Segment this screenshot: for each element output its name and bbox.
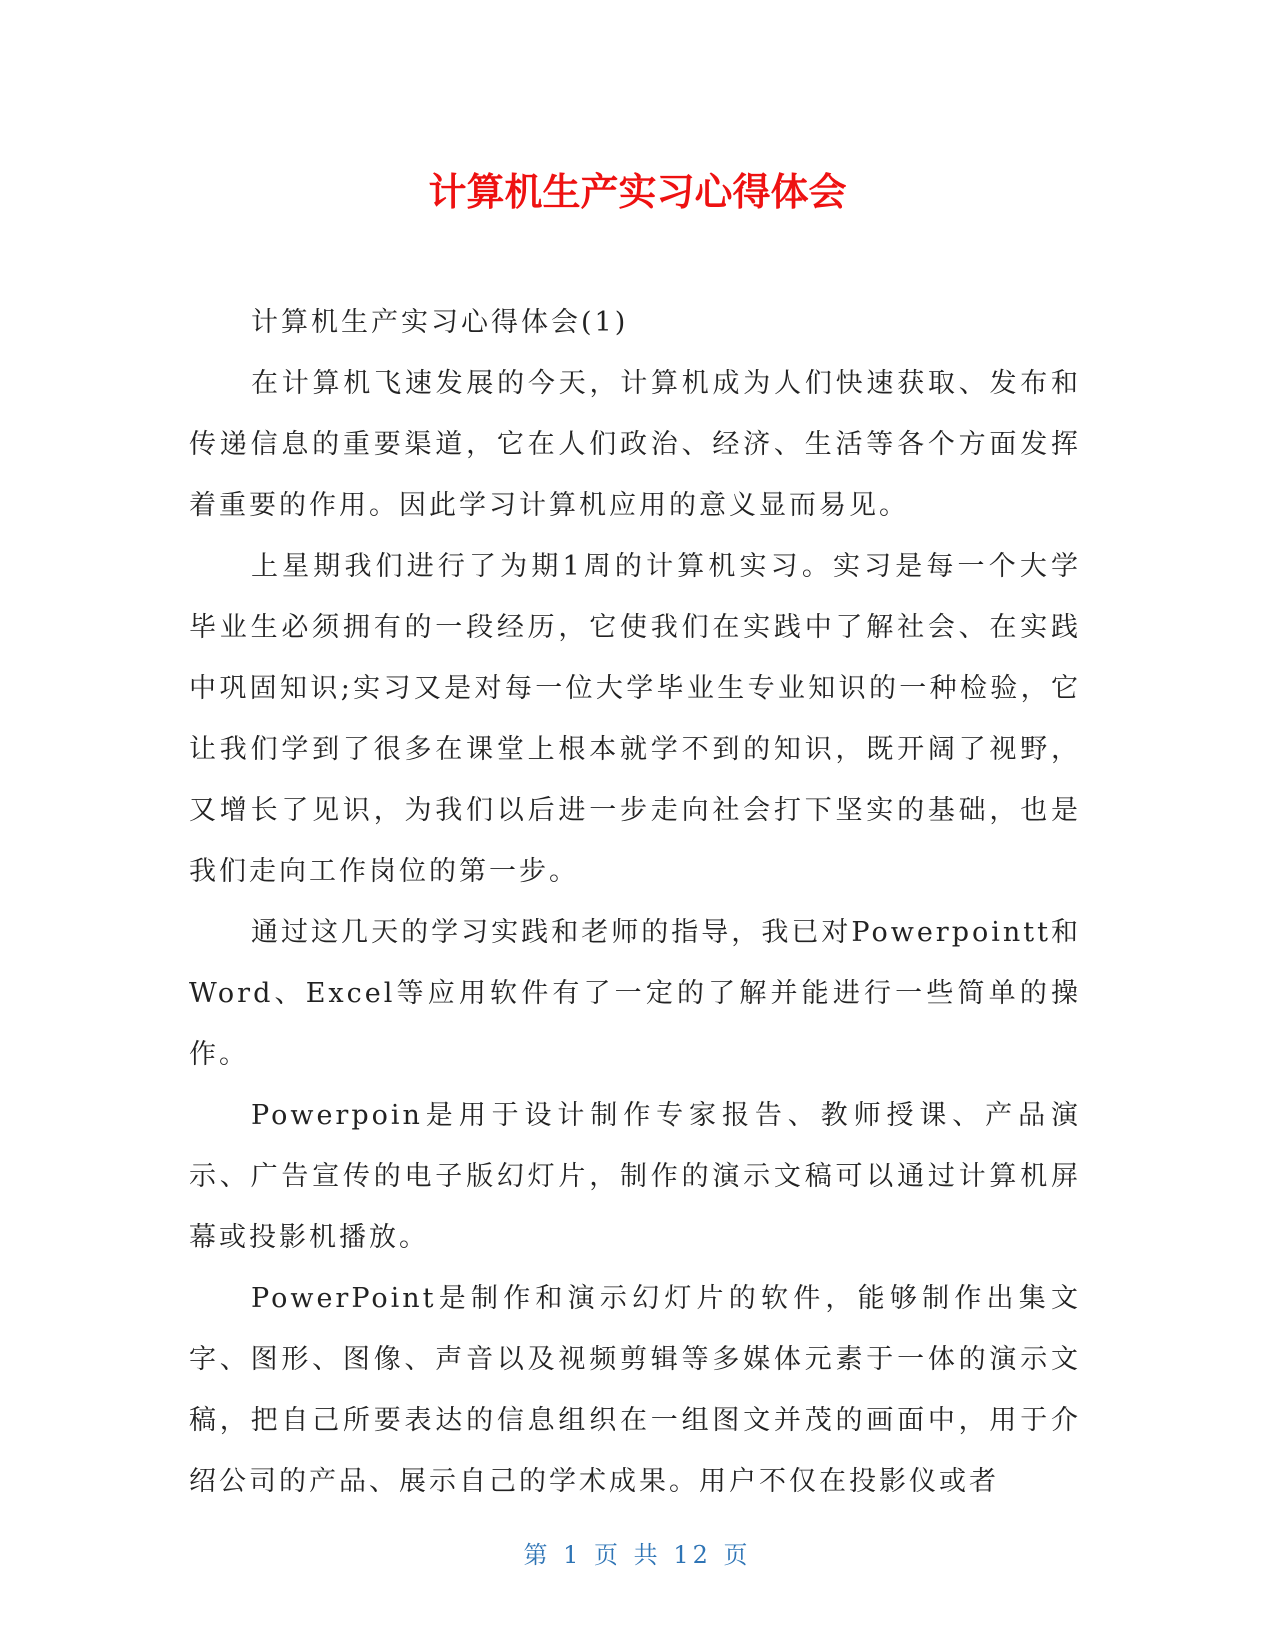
footer-prefix: 第 <box>523 1541 552 1569</box>
paragraph: 在计算机飞速发展的今天，计算机成为人们快速获取、发布和传递信息的重要渠道，它在人们政治、经济、生活等各个方面发挥着重要的作用。因此学习计算机应用的意义显而易见。 <box>189 368 1081 521</box>
footer-suffix: 页 <box>723 1541 752 1569</box>
page-title: 计算机生产实习心得体会 <box>428 170 847 214</box>
page-footer <box>0 1540 1275 1570</box>
document-body <box>189 292 1081 1512</box>
paragraph-heading: 计算机生产实习心得体会(1) <box>251 307 629 338</box>
footer-current-page: 1 <box>563 1541 583 1569</box>
paragraph: 通过这几天的学习实践和老师的指导，我已对Powerpointt和Word、Excel等应用软件有了一定的了解并能进行一些简单的操作。 <box>189 917 1081 1070</box>
paragraph: PowerPoint是制作和演示幻灯片的软件，能够制作出集文字、图形、图像、声音以及视频剪辑等多媒体元素于一体的演示文稿，把自己所要表达的信息组织在一组图文并茂的画面中，用于介绍公司的产品、展示自己的学术成果。用户不仅在投影仪或者 <box>189 1283 1081 1497</box>
paragraph: 上星期我们进行了为期1周的计算机实习。实习是每一个大学毕业生必须拥有的一段经历，它使我们在实践中了解社会、在实践中巩固知识;实习又是对每一位大学毕业生专业知识的一种检验，它让我们学到了很多在课堂上根本就学不到的知识，既开阔了视野，又增长了见识，为我们以后进一步走向社会打下坚实的基础，也是我们走向工作岗位的第一步。 <box>189 551 1081 887</box>
paragraph: Powerpoin是用于设计制作专家报告、教师授课、产品演示、广告宣传的电子版幻灯片，制作的演示文稿可以通过计算机屏幕或投影机播放。 <box>189 1100 1081 1253</box>
footer-total-pages: 12 <box>673 1541 712 1569</box>
footer-middle: 页 共 <box>594 1541 662 1569</box>
